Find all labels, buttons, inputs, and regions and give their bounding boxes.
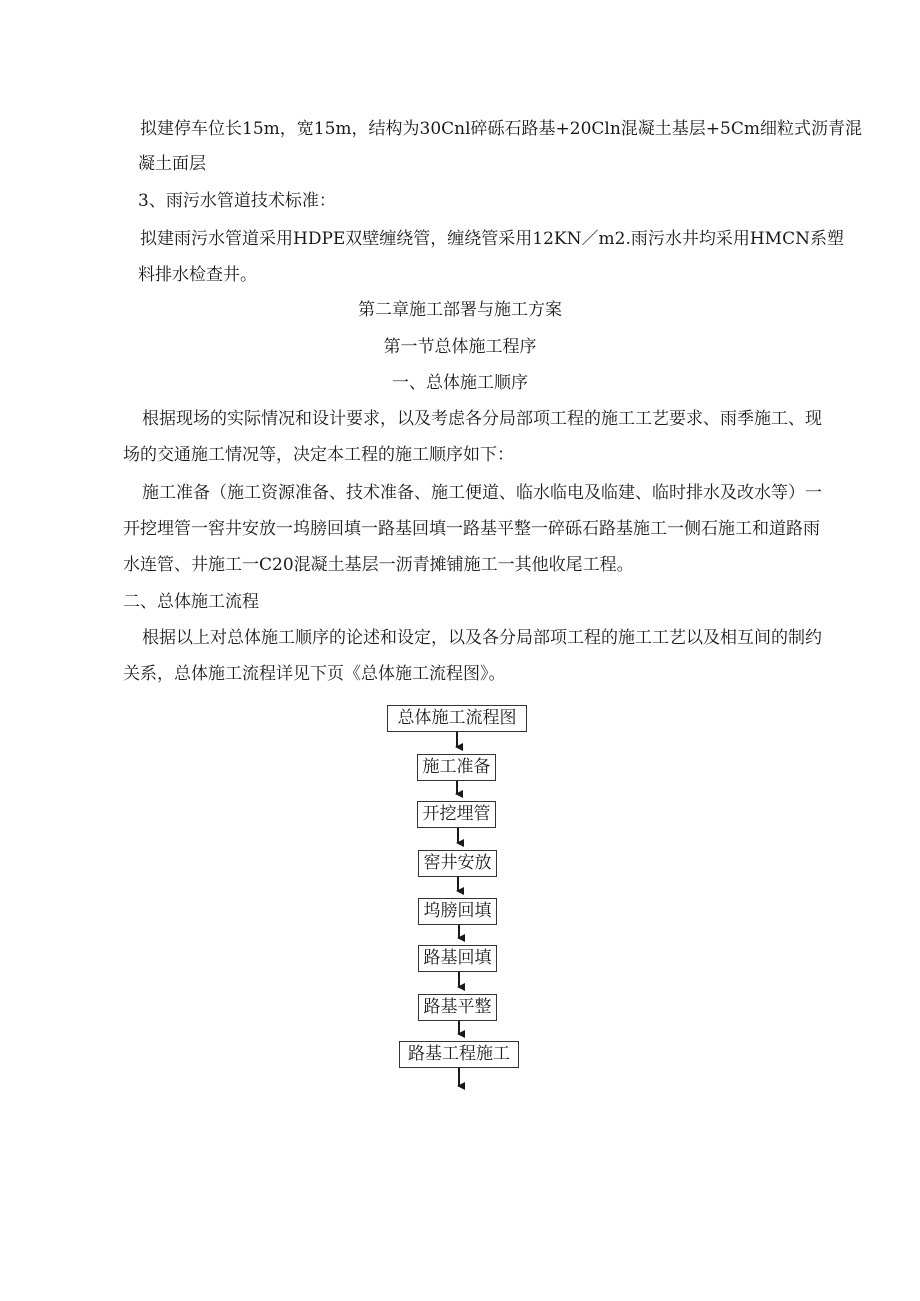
section-title: 第一节总体施工程序 [383,337,537,357]
paragraph-flow-line1: 根据以上对总体施工顺序的论述和设定，以及各分局部项工程的施工工艺以及相互间的制约 [142,628,822,648]
paragraph-flow-line2: 关系，总体施工流程详见下页《总体施工流程图》。 [123,664,506,684]
paragraph-parking-line2: 凝土面层 [138,154,206,174]
flow-step-6: 路基平整 [418,994,497,1021]
item-3-heading: 3、雨污水管道技术标准： [138,191,336,211]
paragraph-sequence-line2: 开挖埋管一窖井安放一坞膀回填一路基回填一路基平整一碎砾石路基施工一侧石施工和道路雨 [123,519,820,539]
paragraph-sequence-line1: 施工准备（施工资源准备、技术准备、施工便道、临水临电及临建、临时排水及改水等）一 [142,483,822,503]
flow-step-1: 施工准备 [417,754,496,781]
flow-step-3: 窖井安放 [418,850,497,877]
flow-step-7: 路基工程施工 [399,1041,519,1068]
flowchart-title-box: 总体施工流程图 [387,705,527,732]
flow-step-5: 路基回填 [418,945,497,972]
flow-step-4: 坞膀回填 [418,898,497,925]
subsection2-title: 二、总体施工流程 [123,592,259,612]
paragraph-order-line1: 根据现场的实际情况和设计要求，以及考虑各分局部项工程的施工工艺要求、雨季施工、现 [142,409,822,429]
paragraph-sequence-line3: 水连管、井施工一C20混凝土基层一沥青摊铺施工一其他收尾工程。 [123,555,634,575]
flow-step-2: 开挖埋管 [417,801,496,828]
subsection-title: 一、总体施工顺序 [392,373,528,393]
paragraph-order-line2: 场的交通施工情况等，决定本工程的施工顺序如下： [123,445,514,465]
chapter-title: 第二章施工部署与施工方案 [358,300,562,320]
paragraph-pipes-line2: 料排水检查井。 [138,265,257,285]
paragraph-pipes-line1: 拟建雨污水管道采用HDPE双壁缠绕管，缠绕管采用12KN／m2.雨污水井均采用HMCN系塑 [140,229,844,249]
paragraph-parking-line1: 拟建停车位长15m，宽15m，结构为30Cnl碎砾石路基+20Cln混凝土基层+5Cm细粒式沥青混 [140,119,862,139]
